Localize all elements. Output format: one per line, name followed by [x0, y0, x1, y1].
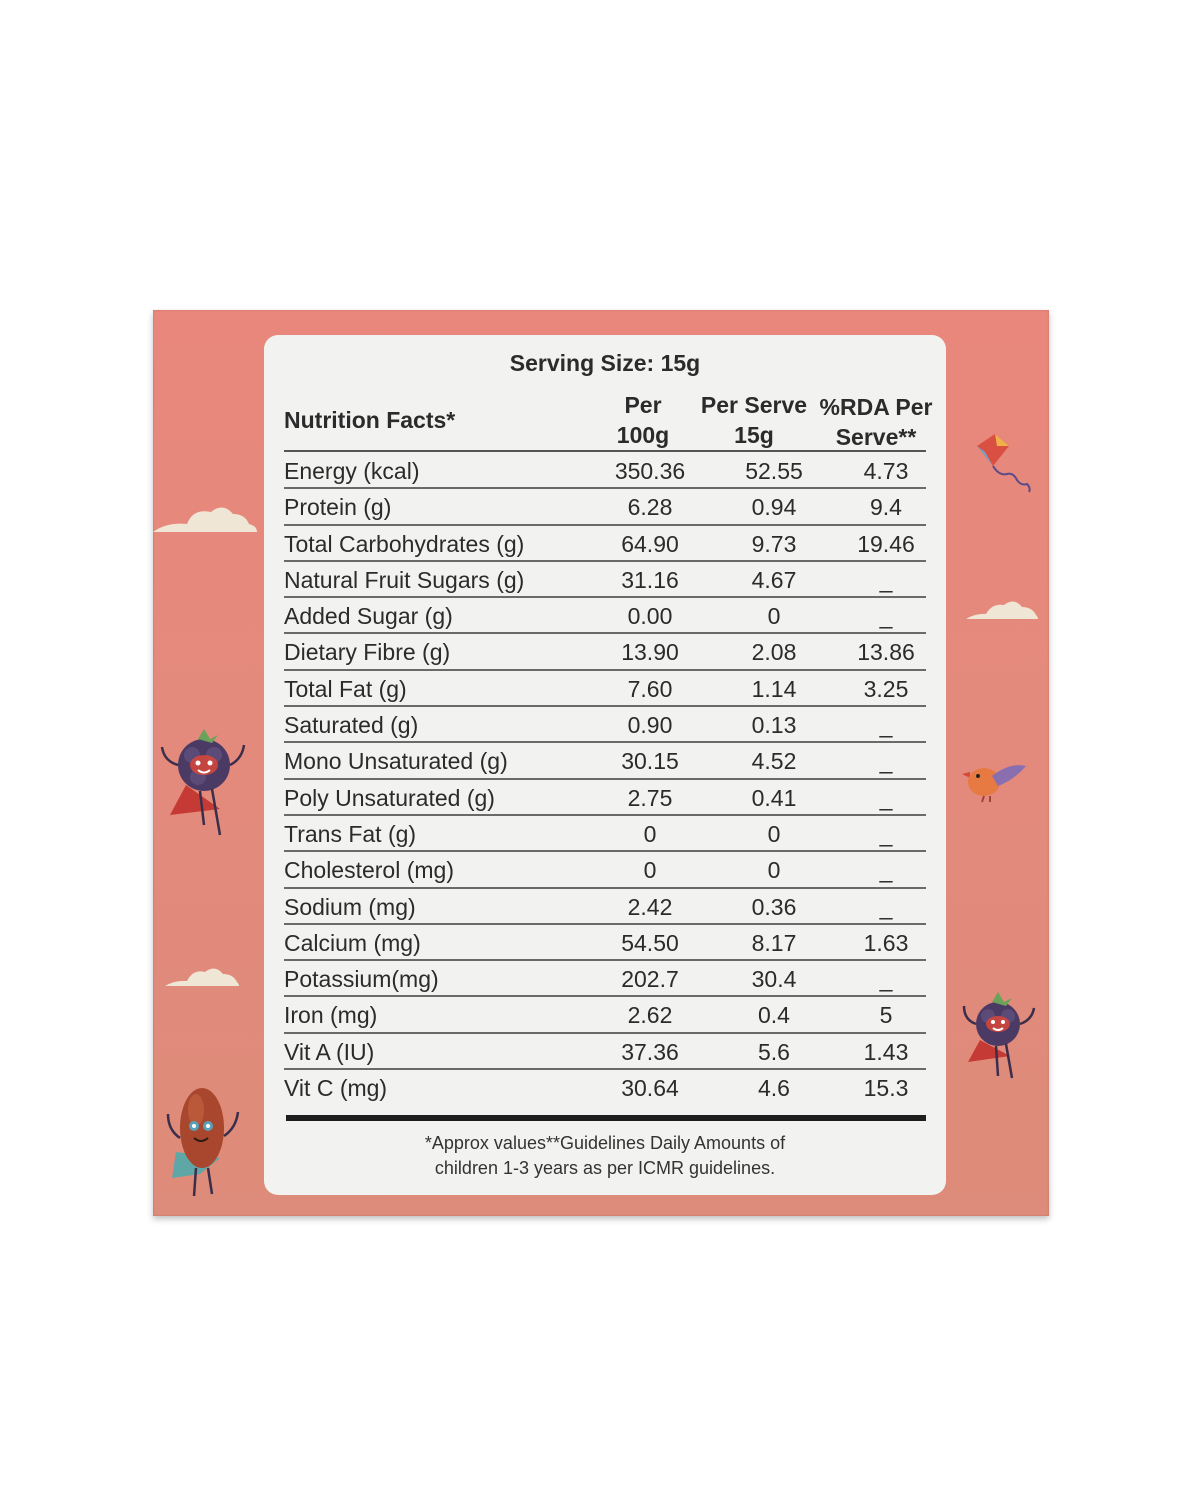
- nutrient-name: Energy (kcal): [284, 458, 420, 484]
- value-per-100g: 31.16: [621, 566, 679, 593]
- value-per-100g: 0.00: [627, 603, 673, 630]
- table-row: [284, 852, 926, 888]
- value-rda: _: [879, 748, 893, 775]
- value-per-serve: 30.4: [751, 966, 797, 993]
- header-nutrient: Nutrition Facts*: [284, 407, 456, 433]
- nutrient-name: Vit C (mg): [284, 1075, 388, 1102]
- table-bottom-rule: [286, 1115, 926, 1121]
- nutrient-name: Saturated (g): [284, 712, 419, 739]
- table-row: [284, 816, 926, 852]
- value-per-serve: 1.14: [751, 675, 797, 702]
- value-per-100g: 30.15: [621, 748, 679, 775]
- nutrient-name: Sodium (mg): [284, 893, 416, 920]
- bird-icon: [962, 760, 1028, 804]
- value-rda: 15.3: [863, 1075, 909, 1102]
- header-perserve-line1: Per Serve: [700, 392, 808, 418]
- value-rda: _: [879, 820, 893, 847]
- value-per-serve: 4.6: [758, 1075, 790, 1102]
- table-row: [284, 453, 926, 489]
- value-per-100g: 64.90: [621, 530, 679, 557]
- table-row: [284, 707, 926, 743]
- value-per-100g: 202.7: [621, 966, 679, 993]
- nutrient-name: Potassium(mg): [284, 966, 439, 993]
- header-perserve-line2: 15g: [734, 422, 774, 448]
- nutrition-facts-panel: [264, 335, 946, 1195]
- date-character-icon: [160, 1082, 250, 1200]
- table-row: [284, 526, 926, 562]
- value-per-serve: 0.41: [751, 784, 797, 811]
- table-row: [284, 562, 926, 598]
- value-rda: _: [879, 857, 893, 884]
- value-rda: 5: [879, 1002, 893, 1029]
- value-rda: 9.4: [870, 494, 902, 521]
- value-per-100g: 2.42: [627, 893, 673, 920]
- value-per-100g: 54.50: [621, 929, 679, 956]
- table-row: [284, 671, 926, 707]
- value-rda: _: [879, 603, 893, 630]
- footnote-line-1: *Approx values**Guidelines Daily Amounts of: [424, 1133, 786, 1153]
- value-per-serve: 0: [767, 603, 781, 630]
- value-rda: _: [879, 566, 893, 593]
- value-per-serve: 9.73: [751, 530, 797, 557]
- value-per-100g: 2.62: [627, 1002, 673, 1029]
- value-per-serve: 0: [767, 820, 781, 847]
- value-per-100g: 6.28: [627, 494, 673, 521]
- value-rda: _: [879, 712, 893, 739]
- berry-character-icon: [158, 725, 248, 840]
- nutrient-name: Dietary Fibre (g): [284, 639, 451, 666]
- nutrition-table: [284, 453, 926, 1104]
- value-per-100g: 350.36: [614, 458, 686, 484]
- table-row: [284, 743, 926, 779]
- value-rda: 4.73: [863, 458, 909, 484]
- value-per-100g: 0: [643, 820, 657, 847]
- nutrient-name: Cholesterol (mg): [284, 857, 454, 884]
- value-per-serve: 0.36: [751, 893, 797, 920]
- cloud-icon: [966, 595, 1038, 623]
- value-rda: _: [879, 966, 893, 993]
- value-per-100g: 37.36: [621, 1038, 679, 1065]
- table-row: [284, 598, 926, 634]
- value-per-serve: 8.17: [751, 929, 797, 956]
- table-header: [284, 390, 933, 452]
- value-per-100g: 7.60: [627, 675, 673, 702]
- value-per-serve: 0.94: [751, 494, 797, 521]
- nutrient-name: Added Sugar (g): [284, 603, 453, 630]
- value-per-100g: 0.90: [627, 712, 673, 739]
- serving-size: Serving Size: 15g: [509, 350, 701, 376]
- table-row: [284, 1070, 926, 1104]
- nutrient-name: Total Carbohydrates (g): [284, 530, 525, 557]
- header-per100-line2: 100g: [616, 422, 670, 448]
- header-rda-line2: Serve**: [835, 424, 917, 450]
- value-per-serve: 2.08: [751, 639, 797, 666]
- table-row: [284, 961, 926, 997]
- value-per-100g: 30.64: [621, 1075, 679, 1102]
- value-per-serve: 5.6: [758, 1038, 790, 1065]
- value-per-serve: 0.13: [751, 712, 797, 739]
- value-rda: _: [879, 784, 893, 811]
- nutrient-name: Mono Unsaturated (g): [284, 748, 508, 775]
- cloud-icon: [165, 962, 239, 990]
- nutrient-name: Iron (mg): [284, 1002, 378, 1029]
- value-per-100g: 0: [643, 857, 657, 884]
- table-row: [284, 489, 926, 525]
- value-rda: 13.86: [857, 639, 915, 666]
- table-row: [284, 1034, 926, 1070]
- value-rda: _: [879, 893, 893, 920]
- value-per-serve: 52.55: [745, 458, 803, 484]
- value-per-serve: 4.67: [751, 566, 797, 593]
- value-per-serve: 4.52: [751, 748, 797, 775]
- value-per-100g: 2.75: [627, 784, 673, 811]
- value-rda: 1.43: [863, 1038, 909, 1065]
- cloud-icon: [153, 498, 257, 538]
- value-rda: 3.25: [863, 675, 909, 702]
- value-per-100g: 13.90: [621, 639, 679, 666]
- footnote: [264, 1131, 946, 1181]
- nutrient-name: Natural Fruit Sugars (g): [284, 566, 525, 593]
- nutrient-name: Calcium (mg): [284, 929, 421, 956]
- footnote-line-2: children 1-3 years as per ICMR guidelines.: [434, 1158, 776, 1178]
- nutrient-name: Poly Unsaturated (g): [284, 784, 495, 811]
- nutrient-name: Protein (g): [284, 494, 392, 521]
- nutrient-name: Total Fat (g): [284, 675, 407, 702]
- berry-character-icon: [958, 990, 1038, 1082]
- value-rda: 1.63: [863, 929, 909, 956]
- nutrient-name: Vit A (IU): [284, 1038, 375, 1065]
- value-rda: 19.46: [857, 530, 915, 557]
- header-rda-line1: %RDA Per: [819, 394, 933, 420]
- value-per-serve: 0: [767, 857, 781, 884]
- table-row: [284, 997, 926, 1033]
- header-per100-line1: Per: [624, 392, 662, 418]
- kite-icon: [975, 432, 1035, 494]
- value-per-serve: 0.4: [758, 1002, 790, 1029]
- table-row: [284, 780, 926, 816]
- table-row: [284, 634, 926, 670]
- table-row: [284, 925, 926, 961]
- table-row: [284, 889, 926, 925]
- nutrient-name: Trans Fat (g): [284, 820, 417, 847]
